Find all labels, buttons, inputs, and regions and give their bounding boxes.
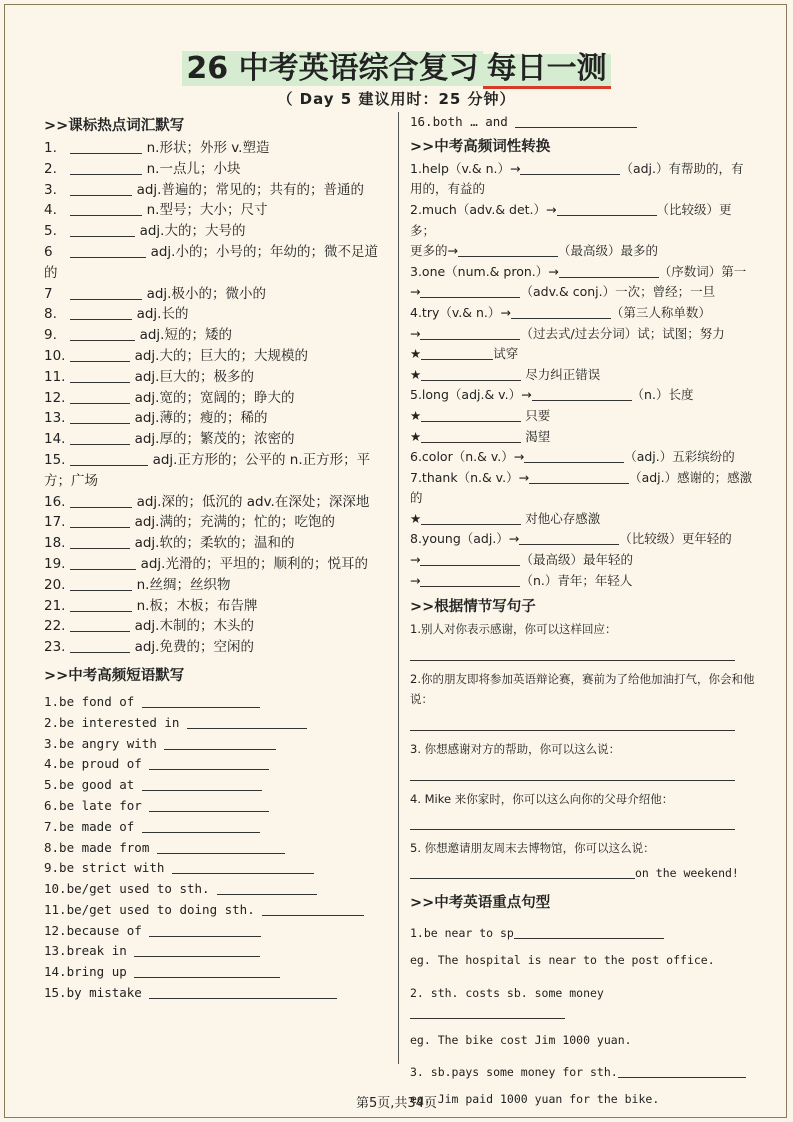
answer-blank[interactable] bbox=[262, 901, 364, 916]
phrase-item: 7.be made of bbox=[44, 817, 389, 838]
conversion-item: → （adv.& conj.）一次；曾经；一旦 bbox=[410, 284, 716, 300]
answer-blank[interactable] bbox=[524, 448, 624, 463]
answer-blank[interactable] bbox=[70, 513, 130, 528]
star-icon: ★ bbox=[410, 407, 422, 423]
vocab-item: 18. adj.软的；柔软的；温和的 bbox=[44, 535, 295, 552]
conversion-item: 5.long（adj.& v.）→ （n.）长度 bbox=[410, 387, 694, 403]
vocab-item: 16. adj.深的；低沉的 adv.在深处；深深地 bbox=[44, 493, 370, 510]
answer-blank[interactable] bbox=[70, 181, 132, 196]
vocab-item: 13. adj.薄的；瘦的；稀的 bbox=[44, 410, 268, 427]
answer-blank[interactable] bbox=[421, 510, 521, 525]
answer-blank[interactable] bbox=[420, 283, 520, 298]
vocab-item: 2. n.一点儿；小块 bbox=[44, 160, 241, 177]
conversion-item: 3.one（num.& pron.）→ （序数词）第一 bbox=[410, 263, 747, 279]
vocab-item: 8. adj.长的 bbox=[44, 306, 189, 323]
vocab-item: 3. adj.普遍的；常见的；共有的；普通的 bbox=[44, 181, 364, 198]
answer-blank[interactable] bbox=[420, 572, 520, 587]
section-situational-heading: >>根据情节写句子 bbox=[410, 599, 536, 616]
conversion-item: 2.much（adv.& det.）→ （比较级）更多； bbox=[410, 201, 732, 238]
phrase-item: 6.be late for bbox=[44, 796, 389, 817]
answer-blank[interactable] bbox=[515, 113, 637, 128]
conversion-item: 8.young（adj.）→ （比较级）更年轻的 bbox=[410, 531, 732, 547]
answer-blank[interactable] bbox=[520, 160, 620, 175]
answer-blank[interactable] bbox=[421, 428, 521, 443]
phrase-item: 1.be fond of bbox=[44, 692, 389, 713]
vocab-item: 22. adj.木制的；木头的 bbox=[44, 618, 254, 635]
answer-blank[interactable] bbox=[70, 326, 135, 341]
star-icon: ★ bbox=[410, 346, 422, 362]
answer-blank[interactable] bbox=[70, 201, 142, 216]
situational-list: 1.别人对你表示感谢，你可以这样回应： 2.你的朋友即将参加英语辩论赛，赛前为了给他加油打气，你会和他说： 3. 你想感谢对方的帮助，你可以这么说： 4. Mike 来你家时，你可以这么向你的父母介绍他： 5. 你想邀请朋友周末去博物馆，你可以这么说： on the weekend! bbox=[410, 619, 755, 883]
answer-blank[interactable] bbox=[187, 714, 307, 729]
answer-blank[interactable] bbox=[149, 797, 269, 812]
answer-blank[interactable] bbox=[70, 534, 130, 549]
answer-blank[interactable] bbox=[420, 551, 520, 566]
answer-blank[interactable] bbox=[70, 638, 130, 653]
answer-blank[interactable] bbox=[149, 922, 261, 937]
answer-blank[interactable] bbox=[70, 430, 130, 445]
phrase-item: 15.by mistake bbox=[44, 983, 389, 1004]
answer-blank[interactable] bbox=[70, 160, 142, 175]
answer-blank[interactable] bbox=[217, 880, 317, 895]
situational-item: 4. Mike 来你家时，你可以这么向你的父母介绍他： bbox=[410, 791, 674, 806]
phrase-item: 16.both … and bbox=[410, 112, 755, 133]
column-divider bbox=[398, 112, 399, 1064]
conversion-item: ★ 试穿 bbox=[410, 346, 519, 362]
answer-blank[interactable] bbox=[70, 389, 130, 404]
situational-item: 2.你的朋友即将参加英语辩论赛，赛前为了给他加油打气，你会和他说： bbox=[410, 671, 755, 707]
phrase-item: 8.be made from bbox=[44, 838, 389, 859]
answer-blank[interactable] bbox=[134, 963, 280, 978]
answer-blank[interactable] bbox=[519, 530, 619, 545]
answer-blank[interactable] bbox=[410, 1004, 565, 1019]
section-conversion-heading: >>中考高频词性转换 bbox=[410, 138, 551, 155]
vocab-item: 5. adj.大的；大号的 bbox=[44, 223, 246, 240]
phrase-item: 11.be/get used to doing sth. bbox=[44, 900, 389, 921]
answer-blank[interactable] bbox=[70, 139, 142, 154]
answer-blank[interactable] bbox=[142, 693, 260, 708]
situational-item: 1.别人对你表示感谢，你可以这样回应： bbox=[410, 622, 617, 637]
answer-blank[interactable] bbox=[410, 815, 735, 830]
vocab-item: 11. adj.巨大的；极多的 bbox=[44, 368, 254, 385]
conversion-item: 1.help（v.& n.）→ （adj.）有帮助的，有用的，有益的 bbox=[410, 160, 744, 197]
pattern-list bbox=[410, 923, 755, 1109]
answer-blank[interactable] bbox=[142, 818, 260, 833]
answer-blank[interactable] bbox=[70, 222, 135, 237]
pattern-item: 1.be near to sp bbox=[410, 923, 755, 944]
answer-blank[interactable] bbox=[532, 386, 632, 401]
answer-blank[interactable] bbox=[421, 345, 493, 360]
section-patterns-heading: >>中考英语重点句型 bbox=[410, 895, 551, 912]
conversion-item: ★ 只要 bbox=[410, 407, 551, 423]
star-icon: ★ bbox=[410, 366, 422, 382]
answer-blank[interactable] bbox=[421, 407, 521, 422]
phrase-item: 12.because of bbox=[44, 921, 389, 942]
title-main: 26 中考英语综合复习 bbox=[182, 51, 482, 86]
vocab-item: 23. adj.免费的；空闲的 bbox=[44, 639, 254, 656]
star-icon: ★ bbox=[410, 510, 422, 526]
star-icon: ★ bbox=[410, 428, 422, 444]
vocab-item: 7 adj.极小的；微小的 bbox=[44, 285, 266, 302]
answer-blank[interactable] bbox=[142, 776, 262, 791]
answer-blank[interactable] bbox=[70, 576, 132, 591]
answer-blank[interactable] bbox=[618, 1063, 746, 1078]
phrase-item: 2.be interested in bbox=[44, 713, 389, 734]
vocab-item: 4. n.型号；大小；尺寸 bbox=[44, 202, 268, 219]
vocab-item: 15. adj.正方形的；公平的 n.正方形；平方；广场 bbox=[44, 451, 371, 489]
conversion-item: → （过去式/过去分词）试；试图；努力 bbox=[410, 325, 725, 341]
phrase-item: 9.be strict with bbox=[44, 858, 389, 879]
pattern-example: eg. Jim paid 1000 yuan for the bike. bbox=[410, 1091, 660, 1106]
answer-blank[interactable] bbox=[70, 243, 146, 258]
answer-blank[interactable] bbox=[511, 304, 611, 319]
answer-blank[interactable] bbox=[157, 839, 285, 854]
vocab-item: 19. adj.光滑的；平坦的；顺利的；悦耳的 bbox=[44, 555, 368, 572]
pattern-item: 3. sb.pays some money for sth. bbox=[410, 1062, 755, 1083]
conversion-item: → （最高级）最年轻的 bbox=[410, 552, 633, 568]
answer-blank[interactable] bbox=[410, 646, 735, 661]
answer-blank[interactable] bbox=[410, 864, 635, 879]
phrase-item: 13.break in bbox=[44, 941, 389, 962]
phrase-item: 10.be/get used to sth. bbox=[44, 879, 389, 900]
answer-blank[interactable] bbox=[421, 366, 521, 381]
vocab-item: 6 adj.小的；小号的；年幼的；微不足道的 bbox=[44, 243, 378, 281]
answer-blank[interactable] bbox=[458, 242, 558, 257]
answer-blank[interactable] bbox=[172, 859, 314, 874]
vocab-item: 12. adj.宽的；宽阔的；睁大的 bbox=[44, 389, 295, 406]
vocab-item: 10. adj.大的；巨大的；大规模的 bbox=[44, 347, 308, 364]
answer-blank[interactable] bbox=[410, 716, 735, 731]
conversion-item: ★ 对他心存感激 bbox=[410, 510, 601, 526]
pattern-example: eg. The bike cost Jim 1000 yuan. bbox=[410, 1032, 632, 1047]
vocab-item: 14. adj.厚的；繁茂的；浓密的 bbox=[44, 431, 295, 448]
conversion-list bbox=[410, 159, 755, 591]
answer-blank[interactable] bbox=[164, 735, 276, 750]
conversion-item: ★ 渴望 bbox=[410, 428, 551, 444]
left-column bbox=[44, 112, 389, 1004]
vocab-list bbox=[44, 138, 389, 658]
phrase-item: 5.be good at bbox=[44, 775, 389, 796]
vocab-item: 21. n.板；木板；布告牌 bbox=[44, 597, 258, 614]
page-number: 第5页,共34页 bbox=[356, 1096, 437, 1111]
answer-blank[interactable] bbox=[557, 201, 657, 216]
answer-blank[interactable] bbox=[149, 984, 337, 999]
phrase-list bbox=[44, 692, 389, 1004]
answer-blank[interactable] bbox=[70, 305, 132, 320]
situational-item: 3. 你想感谢对方的帮助，你可以这么说： bbox=[410, 742, 621, 757]
vocab-item: 17. adj.满的；充满的；忙的；吃饱的 bbox=[44, 514, 335, 531]
answer-blank[interactable] bbox=[529, 469, 629, 484]
answer-blank[interactable] bbox=[420, 325, 520, 340]
page-title bbox=[0, 43, 793, 89]
conversion-item: 6.color（n.& v.）→ （adj.）五彩缤纷的 bbox=[410, 449, 735, 465]
conversion-item: 更多的→ （最高级）最多的 bbox=[410, 243, 658, 259]
phrase-item: 14.bring up bbox=[44, 962, 389, 983]
conversion-item: → （n.）青年；年轻人 bbox=[410, 572, 633, 588]
answer-blank[interactable] bbox=[134, 942, 260, 957]
vocab-item: 9. adj.短的；矮的 bbox=[44, 327, 232, 344]
answer-blank[interactable] bbox=[149, 755, 269, 770]
conversion-item: ★ 尽力纠正错误 bbox=[410, 366, 601, 382]
answer-blank[interactable] bbox=[410, 766, 735, 781]
answer-blank[interactable] bbox=[70, 368, 130, 383]
answer-blank[interactable] bbox=[70, 617, 130, 632]
answer-blank[interactable] bbox=[70, 555, 136, 570]
section-phrases-heading: >>中考高频短语默写 bbox=[44, 667, 185, 684]
vocab-item: 20. n.丝绸；丝织物 bbox=[44, 576, 231, 593]
answer-blank[interactable] bbox=[70, 597, 132, 612]
answer-blank[interactable] bbox=[70, 493, 132, 508]
answer-blank[interactable] bbox=[70, 409, 130, 424]
phrase-item: 4.be proud of bbox=[44, 754, 389, 775]
pattern-example: eg. The hospital is near to the post office. bbox=[410, 953, 715, 968]
page-subtitle: （ Day 5 建议用时：25 分钟） bbox=[277, 90, 516, 108]
answer-blank[interactable] bbox=[70, 347, 130, 362]
answer-blank[interactable] bbox=[70, 285, 142, 300]
conversion-item: 4.try（v.& n.）→ （第三人称单数） bbox=[410, 304, 711, 320]
phrase-item: 3.be angry with bbox=[44, 734, 389, 755]
pattern-item: 2. sth. costs sb. some money bbox=[410, 983, 755, 1024]
answer-blank[interactable] bbox=[514, 924, 664, 939]
answer-blank[interactable] bbox=[559, 263, 659, 278]
conversion-item: 7.thank（n.& v.）→ （adj.）感谢的；感激的 bbox=[410, 469, 753, 506]
section-vocab-heading: >>课标热点词汇默写 bbox=[44, 118, 185, 134]
title-highlight: 每日一测 bbox=[483, 54, 611, 89]
right-column bbox=[410, 112, 755, 1110]
answer-blank[interactable] bbox=[70, 451, 148, 466]
situational-item: 5. 你想邀请朋友周末去博物馆，你可以这么说： bbox=[410, 841, 655, 856]
vocab-item: 1. n.形状；外形 v.塑造 bbox=[44, 140, 270, 156]
